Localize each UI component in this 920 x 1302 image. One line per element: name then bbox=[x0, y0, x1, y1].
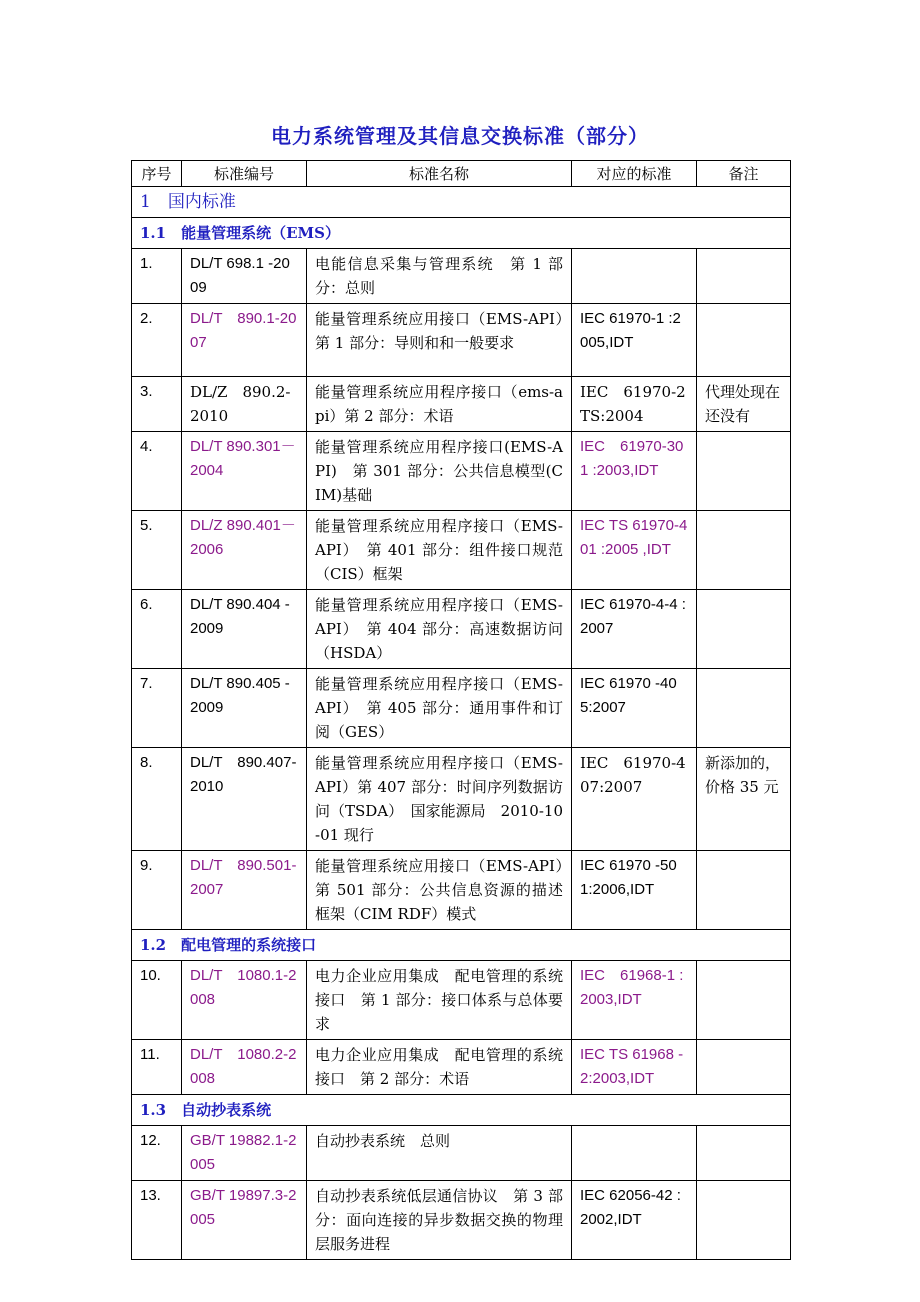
section-heading: 1.2 配电管理的系统接口 bbox=[132, 930, 791, 961]
row-code: GB/T 19882.1-2005 bbox=[182, 1126, 307, 1181]
row-name: 能量管理系统应用程序接口（EMS-API） 第 405 部分：通用事件和订阅（GES） bbox=[307, 669, 572, 748]
row-no: 13. bbox=[132, 1181, 182, 1260]
row-equiv: IEC 61970-2 TS:2004 bbox=[572, 377, 697, 432]
table-row bbox=[132, 377, 791, 432]
row-no: 3. bbox=[132, 377, 182, 432]
row-note bbox=[697, 669, 791, 748]
table-row bbox=[132, 1181, 791, 1260]
row-note bbox=[697, 851, 791, 930]
table-row bbox=[132, 590, 791, 669]
table-row bbox=[132, 1040, 791, 1095]
row-note bbox=[697, 961, 791, 1040]
row-no: 6. bbox=[132, 590, 182, 669]
row-note bbox=[697, 511, 791, 590]
row-name: 能量管理系统应用接口（EMS-API） 第 501 部分：公共信息资源的描述框架（CIM RDF）模式 bbox=[307, 851, 572, 930]
page-title: 电力系统管理及其信息交换标准（部分） bbox=[271, 124, 649, 148]
table-row bbox=[132, 961, 791, 1040]
row-code: DL/Z 890.401－2006 bbox=[182, 511, 307, 590]
row-equiv: IEC 61970 -501:2006,IDT bbox=[572, 851, 697, 930]
row-note: 代理处现在还没有 bbox=[697, 377, 791, 432]
row-code: DL/T 890.407-2010 bbox=[182, 748, 307, 851]
row-no: 7. bbox=[132, 669, 182, 748]
row-no: 12. bbox=[132, 1126, 182, 1181]
row-no: 10. bbox=[132, 961, 182, 1040]
row-equiv: IEC 61970-4-4 :2007 bbox=[572, 590, 697, 669]
section-heading: 1.3 自动抄表系统 bbox=[132, 1095, 791, 1126]
row-code: DL/T 890.301－2004 bbox=[182, 432, 307, 511]
row-code: DL/T 890.404 -2009 bbox=[182, 590, 307, 669]
table-row bbox=[132, 851, 791, 930]
section-heading: 1.1 能量管理系统（EMS） bbox=[132, 218, 791, 249]
row-note bbox=[697, 1181, 791, 1260]
row-no: 9. bbox=[132, 851, 182, 930]
row-code: DL/T 890.405 -2009 bbox=[182, 669, 307, 748]
standards-table bbox=[131, 160, 791, 1260]
row-name: 能量管理系统应用程序接口（ems-api）第 2 部分：术语 bbox=[307, 377, 572, 432]
row-equiv: IEC 61970-1 :2005,IDT bbox=[572, 304, 697, 377]
row-no: 1. bbox=[132, 249, 182, 304]
row-note bbox=[697, 432, 791, 511]
header-equiv: 对应的标准 bbox=[572, 161, 697, 187]
row-code: DL/T 698.1 -2009 bbox=[182, 249, 307, 304]
row-note bbox=[697, 249, 791, 304]
row-code: DL/Z 890.2-2010 bbox=[182, 377, 307, 432]
row-name: 能量管理系统应用程序接口（EMS-API）第 407 部分：时间序列数据访问（TSDA） 国家能源局 2010-10-01 现行 bbox=[307, 748, 572, 851]
row-equiv: IEC 61968-1 :2003,IDT bbox=[572, 961, 697, 1040]
section-heading: 1 国内标准 bbox=[132, 187, 791, 218]
table-row bbox=[132, 748, 791, 851]
row-equiv bbox=[572, 1126, 697, 1181]
table-row bbox=[132, 432, 791, 511]
header-code: 标准编号 bbox=[182, 161, 307, 187]
row-code: DL/T 1080.2-2008 bbox=[182, 1040, 307, 1095]
row-name: 自动抄表系统低层通信协议 第 3 部分：面向连接的异步数据交换的物理层服务进程 bbox=[307, 1181, 572, 1260]
row-no: 11. bbox=[132, 1040, 182, 1095]
section-amr bbox=[132, 1095, 791, 1126]
header-note: 备注 bbox=[697, 161, 791, 187]
row-note: 新添加的，价格 35 元 bbox=[697, 748, 791, 851]
header-no: 序号 bbox=[132, 161, 182, 187]
row-equiv bbox=[572, 249, 697, 304]
row-name: 能量管理系统应用程序接口（EMS-API） 第 404 部分：高速数据访问（HSDA） bbox=[307, 590, 572, 669]
row-note bbox=[697, 304, 791, 377]
row-code: DL/T 890.501-2007 bbox=[182, 851, 307, 930]
row-equiv: IEC TS 61968 -2:2003,IDT bbox=[572, 1040, 697, 1095]
table-row bbox=[132, 1126, 791, 1181]
row-equiv: IEC 62056-42 :2002,IDT bbox=[572, 1181, 697, 1260]
row-name: 自动抄表系统 总则 bbox=[307, 1126, 572, 1181]
section-ems bbox=[132, 218, 791, 249]
table-row bbox=[132, 511, 791, 590]
row-no: 8. bbox=[132, 748, 182, 851]
row-name: 能量管理系统应用程序接口(EMS-API) 第 301 部分：公共信息模型(CIM)基础 bbox=[307, 432, 572, 511]
row-name: 电力企业应用集成 配电管理的系统接口 第 1 部分：接口体系与总体要求 bbox=[307, 961, 572, 1040]
section-domestic bbox=[132, 187, 791, 218]
row-name: 能量管理系统应用程序接口（EMS-API） 第 401 部分：组件接口规范（CIS）框架 bbox=[307, 511, 572, 590]
row-note bbox=[697, 590, 791, 669]
section-dms bbox=[132, 930, 791, 961]
row-no: 4. bbox=[132, 432, 182, 511]
row-code: GB/T 19897.3-2005 bbox=[182, 1181, 307, 1260]
row-no: 5. bbox=[132, 511, 182, 590]
row-note bbox=[697, 1126, 791, 1181]
row-equiv: IEC TS 61970-401 :2005 ,IDT bbox=[572, 511, 697, 590]
row-equiv: IEC 61970 -405:2007 bbox=[572, 669, 697, 748]
row-equiv: IEC 61970-301 :2003,IDT bbox=[572, 432, 697, 511]
row-no: 2. bbox=[132, 304, 182, 377]
row-name: 能量管理系统应用接口（EMS-API） 第 1 部分：导则和和一般要求 bbox=[307, 304, 572, 377]
table-row bbox=[132, 304, 791, 377]
table-row bbox=[132, 249, 791, 304]
row-code: DL/T 1080.1-2008 bbox=[182, 961, 307, 1040]
row-note bbox=[697, 1040, 791, 1095]
table-header bbox=[132, 161, 791, 187]
table-row bbox=[132, 669, 791, 748]
row-equiv: IEC 61970-407:2007 bbox=[572, 748, 697, 851]
row-code: DL/T 890.1-2007 bbox=[182, 304, 307, 377]
row-name: 电能信息采集与管理系统 第 1 部分：总则 bbox=[307, 249, 572, 304]
header-name: 标准名称 bbox=[307, 161, 572, 187]
row-name: 电力企业应用集成 配电管理的系统接口 第 2 部分：术语 bbox=[307, 1040, 572, 1095]
